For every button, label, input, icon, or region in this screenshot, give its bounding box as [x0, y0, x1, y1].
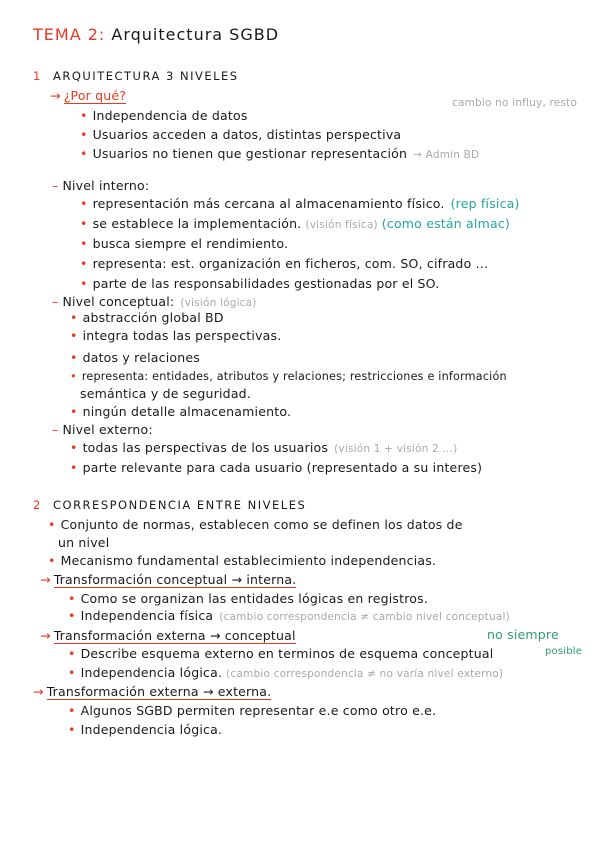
conceptual-item-cont: semántica y de seguridad. — [80, 386, 251, 401]
transform-conceptual-internal: → Transformación conceptual → interna. — [40, 572, 297, 587]
t2-side-note: no siempre — [487, 627, 559, 642]
t2-item: • Independencia lógica. (cambio correspondencia ≠ no varía nivel externo) — [68, 665, 504, 680]
bullet-icon: • — [68, 591, 76, 606]
internal-item: • representa: est. organización en ficheros, com. SO, cifrado ... — [80, 256, 489, 271]
bullet-icon: • — [80, 146, 88, 161]
bullet-icon: • — [70, 460, 78, 475]
correspondence-item: • Conjunto de normas, establecen como se definen los datos de — [48, 517, 463, 532]
bullet-icon: • — [70, 310, 78, 325]
section-1-heading — [33, 68, 239, 84]
arrow-icon: → — [50, 88, 61, 103]
external-item-note: (visión 1 + visión 2 ...) — [334, 443, 458, 455]
internal-item: • se establece la implementación. (visión física) (como están almac) — [80, 216, 510, 231]
bullet-icon: • — [80, 236, 88, 251]
title-prefix: TEMA 2: — [33, 25, 106, 44]
t2-side-note-2: posible — [545, 646, 583, 657]
internal-item: • busca siempre el rendimiento. — [80, 236, 289, 251]
bullet-icon: • — [68, 703, 76, 718]
conceptual-level-label: – Nivel conceptual: (visión lógica) — [52, 294, 257, 309]
page-title — [33, 27, 279, 43]
internal-item: • parte de las responsabilidades gestionadas por el SO. — [80, 276, 440, 291]
section-2-heading — [33, 497, 306, 513]
transform-external-external: → Transformación externa → externa. — [33, 684, 272, 699]
why-heading — [50, 88, 126, 104]
bullet-icon: • — [80, 196, 88, 211]
why-item: • Usuarios no tienen que gestionar representación → Admin BD — [80, 146, 480, 161]
conceptual-item: • datos y relaciones — [70, 350, 200, 365]
bullet-icon: • — [68, 646, 76, 661]
internal-item: • representación más cercana al almacenamiento físico. (rep física) — [80, 196, 520, 211]
correspondence-item: • Mecanismo fundamental establecimiento independencias. — [48, 553, 437, 568]
bullet-icon: • — [48, 517, 56, 532]
bullet-icon: • — [70, 404, 78, 419]
dash-icon: – — [52, 422, 59, 437]
bullet-icon: • — [70, 440, 78, 455]
why-item: • Usuarios acceden a datos, distintas perspectiva — [80, 127, 402, 142]
external-item: • parte relevante para cada usuario (representado a su interes) — [70, 460, 483, 475]
correspondence-item-cont: un nivel — [58, 535, 110, 550]
bullet-icon: • — [70, 370, 77, 383]
section-2-title: CORRESPONDENCIA ENTRE NIVELES — [52, 498, 307, 512]
section-1-title: ARQUITECTURA 3 NIVELES — [52, 69, 239, 83]
t2-item-note: (cambio correspondencia ≠ no varía nivel externo) — [226, 668, 504, 680]
conceptual-item: • abstracción global BD — [70, 310, 224, 325]
external-level-label: – Nivel externo: — [52, 422, 153, 437]
bullet-icon: • — [80, 216, 88, 231]
why-item-note: → Admin BD — [413, 149, 480, 161]
bullet-icon: • — [68, 665, 76, 680]
bullet-icon: • — [80, 127, 88, 142]
t2-item: • Describe esquema externo en terminos de esquema conceptual — [68, 646, 494, 661]
internal-level-label: – Nivel interno: — [52, 178, 150, 193]
title-text: Arquitectura SGBD — [111, 25, 280, 44]
dash-icon: – — [52, 178, 59, 193]
dash-icon: – — [52, 294, 59, 309]
t1-item: • Independencia física (cambio correspondencia ≠ cambio nivel conceptual) — [68, 608, 510, 623]
bullet-icon: • — [80, 276, 88, 291]
bullet-icon: • — [68, 608, 76, 623]
bullet-icon: • — [70, 328, 78, 343]
section-2-number: 2 — [33, 498, 42, 512]
arrow-icon: → — [40, 628, 51, 643]
conceptual-item: • representa: entidades, atributos y relaciones; restricciones e información — [70, 370, 507, 383]
external-item: • todas las perspectivas de los usuarios (visión 1 + visión 2 ...) — [70, 440, 458, 455]
internal-item-note-gray: (visión física) — [305, 219, 378, 231]
internal-item-note-teal: (como están almac) — [381, 216, 510, 231]
why-item: • Independencia de datos — [80, 108, 248, 123]
bullet-icon: • — [48, 553, 56, 568]
why-note: cambio no influy, resto — [452, 97, 578, 109]
arrow-icon: → — [40, 572, 51, 587]
conceptual-note: (visión lógica) — [180, 297, 257, 309]
t1-item-note: (cambio correspondencia ≠ cambio nivel conceptual) — [219, 611, 510, 623]
why-label: ¿Por qué? — [63, 88, 127, 103]
t3-item: • Independencia lógica. — [68, 722, 223, 737]
arrow-icon: → — [33, 684, 44, 699]
internal-item-note: (rep física) — [450, 196, 520, 211]
t1-item: • Como se organizan las entidades lógicas en registros. — [68, 591, 429, 606]
bullet-icon: • — [68, 722, 76, 737]
bullet-icon: • — [80, 108, 88, 123]
section-1-number: 1 — [33, 69, 42, 83]
conceptual-item: • ningún detalle almacenamiento. — [70, 404, 292, 419]
conceptual-item: • integra todas las perspectivas. — [70, 328, 282, 343]
bullet-icon: • — [80, 256, 88, 271]
transform-external-conceptual: → Transformación externa → conceptual — [40, 628, 296, 643]
bullet-icon: • — [70, 350, 78, 365]
t3-item: • Algunos SGBD permiten representar e.e como otro e.e. — [68, 703, 437, 718]
